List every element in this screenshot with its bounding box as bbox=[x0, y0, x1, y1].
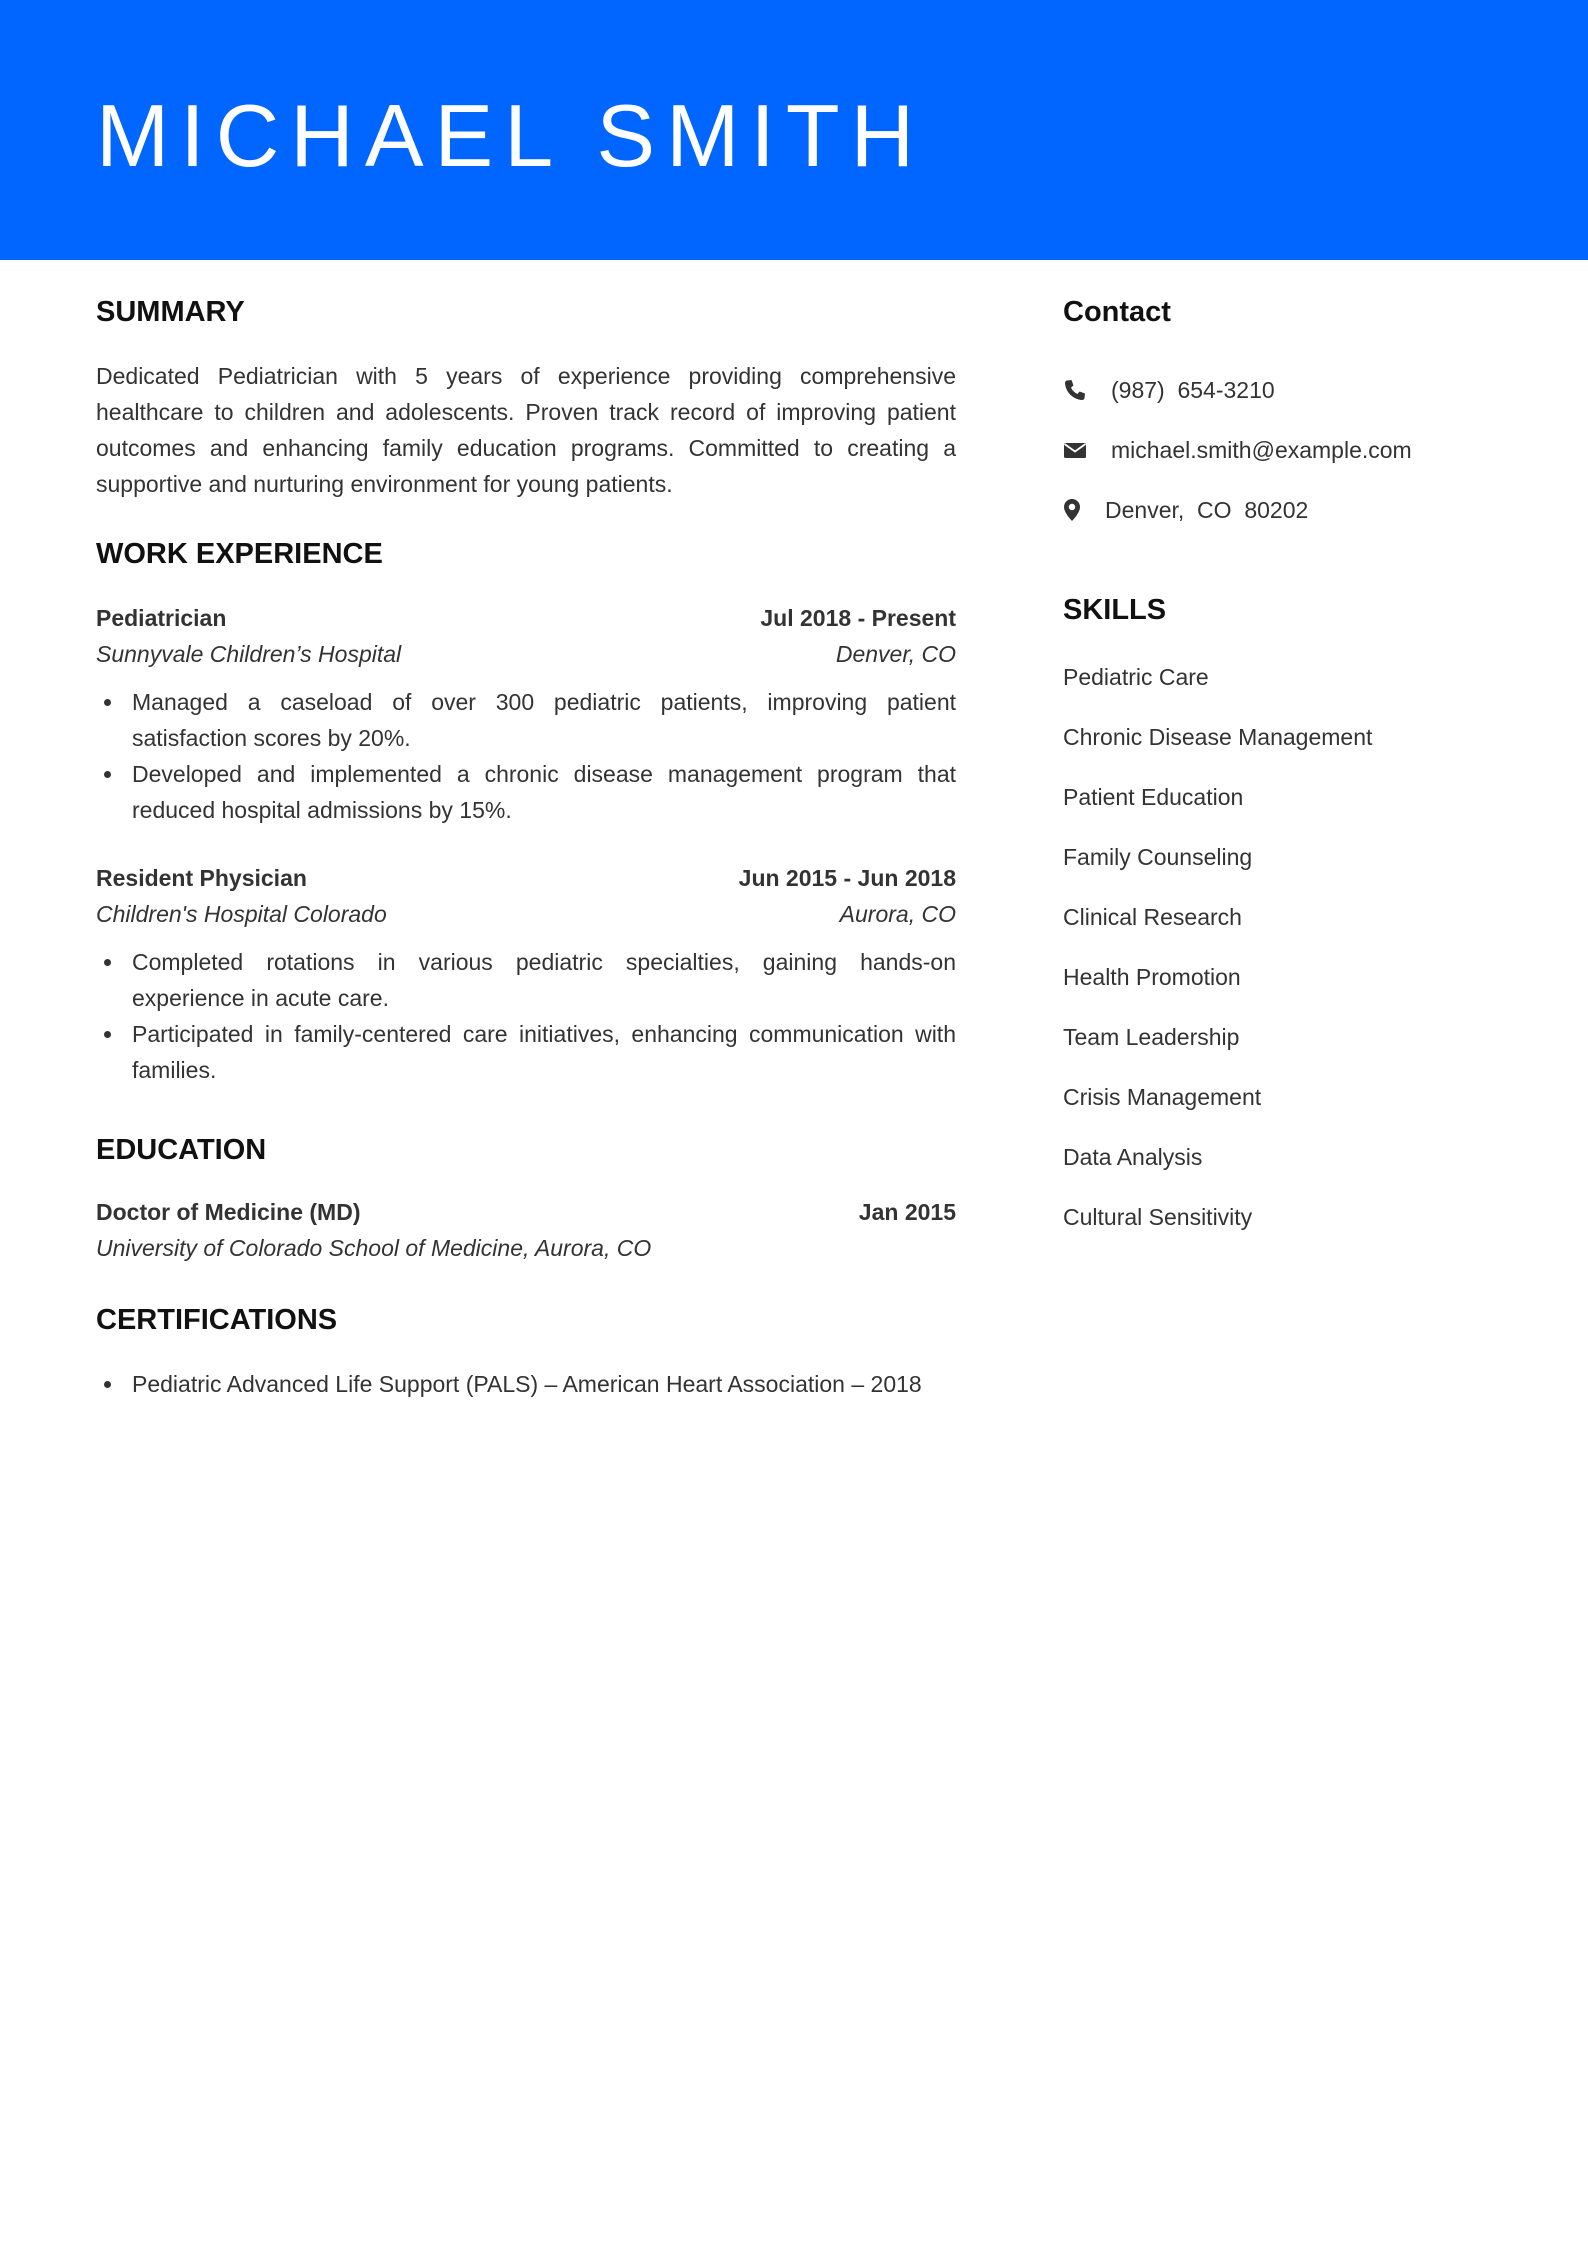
skill-item: Health Promotion bbox=[1063, 964, 1241, 990]
envelope-icon bbox=[1063, 438, 1087, 462]
job-dates: Jun 2015 - Jun 2018 bbox=[738, 865, 956, 891]
education-heading: EDUCATION bbox=[96, 1134, 267, 1166]
bullet-dot-icon bbox=[104, 699, 111, 706]
certification-item: Pediatric Advanced Life Support (PALS) – American Heart Association – 2018 bbox=[96, 1366, 956, 1402]
job-role: Resident Physician bbox=[96, 865, 307, 891]
skill-item: Clinical Research bbox=[1063, 904, 1242, 930]
skill-item: Cultural Sensitivity bbox=[1063, 1204, 1253, 1230]
contact-location bbox=[1063, 492, 1308, 528]
summary-heading: SUMMARY bbox=[96, 296, 245, 328]
skill-item: Crisis Management bbox=[1063, 1084, 1262, 1110]
bullet-dot-icon bbox=[104, 1031, 111, 1038]
summary-text: Dedicated Pediatrician with 5 years of experience providing comprehensive healthcare to children and adolescents. Proven track record of improving patient outcomes and enhancing family education programs. Committed to creating a supportive and nurturing environment for young patients. bbox=[96, 363, 956, 497]
phone-number: (987) 654-3210 bbox=[1111, 376, 1275, 403]
skill-item: Patient Education bbox=[1063, 784, 1244, 810]
bullet-item: Developed and implemented a chronic disease management program that reduced hospital admissions by 15%. bbox=[96, 756, 956, 828]
contact-phone bbox=[1063, 372, 1275, 408]
bullet-item: Participated in family-centered care initiatives, enhancing communication with families. bbox=[96, 1016, 956, 1088]
candidate-name: MICHAEL SMITH bbox=[96, 86, 926, 185]
contact-heading: Contact bbox=[1063, 296, 1171, 328]
education-entry bbox=[96, 1194, 956, 1266]
bullet-dot-icon bbox=[104, 771, 111, 778]
email-address: michael.smith@example.com bbox=[1111, 436, 1412, 463]
bullet-item: Completed rotations in various pediatric specialties, gaining hands-on experience in acute care. bbox=[96, 944, 956, 1016]
school: University of Colorado School of Medicine, Aurora, CO bbox=[96, 1235, 652, 1261]
location-text: Denver, CO 80202 bbox=[1105, 496, 1309, 523]
skill-item: Team Leadership bbox=[1063, 1024, 1240, 1050]
contact-email bbox=[1063, 432, 1412, 468]
phone-icon bbox=[1063, 378, 1087, 402]
job-organization: Sunnyvale Children’s Hospital bbox=[96, 641, 402, 667]
bullet-dot-icon bbox=[104, 959, 111, 966]
job-organization: Children's Hospital Colorado bbox=[96, 901, 387, 927]
skill-item: Pediatric Care bbox=[1063, 664, 1209, 690]
job-role: Pediatrician bbox=[96, 605, 227, 631]
bullet-item: Managed a caseload of over 300 pediatric patients, improving patient satisfaction scores by 20%. bbox=[96, 684, 956, 756]
job-bullets bbox=[96, 944, 956, 1088]
header-banner bbox=[0, 0, 1588, 260]
job-location: Denver, CO bbox=[835, 641, 956, 667]
work-experience-heading: WORK EXPERIENCE bbox=[96, 538, 383, 570]
skills-heading: SKILLS bbox=[1063, 594, 1167, 626]
certifications-heading: CERTIFICATIONS bbox=[96, 1304, 338, 1336]
degree: Doctor of Medicine (MD) bbox=[96, 1199, 361, 1225]
skill-item: Family Counseling bbox=[1063, 844, 1253, 870]
map-marker-icon bbox=[1063, 498, 1081, 522]
degree-date: Jan 2015 bbox=[858, 1199, 956, 1225]
job-entry bbox=[96, 600, 956, 828]
job-location: Aurora, CO bbox=[839, 901, 956, 927]
certifications-list bbox=[96, 1354, 956, 1402]
skill-item: Chronic Disease Management bbox=[1063, 724, 1373, 750]
job-entry bbox=[96, 860, 956, 1088]
skill-item: Data Analysis bbox=[1063, 1144, 1203, 1170]
bullet-dot-icon bbox=[104, 1381, 111, 1388]
job-dates: Jul 2018 - Present bbox=[760, 605, 956, 631]
job-bullets bbox=[96, 684, 956, 828]
